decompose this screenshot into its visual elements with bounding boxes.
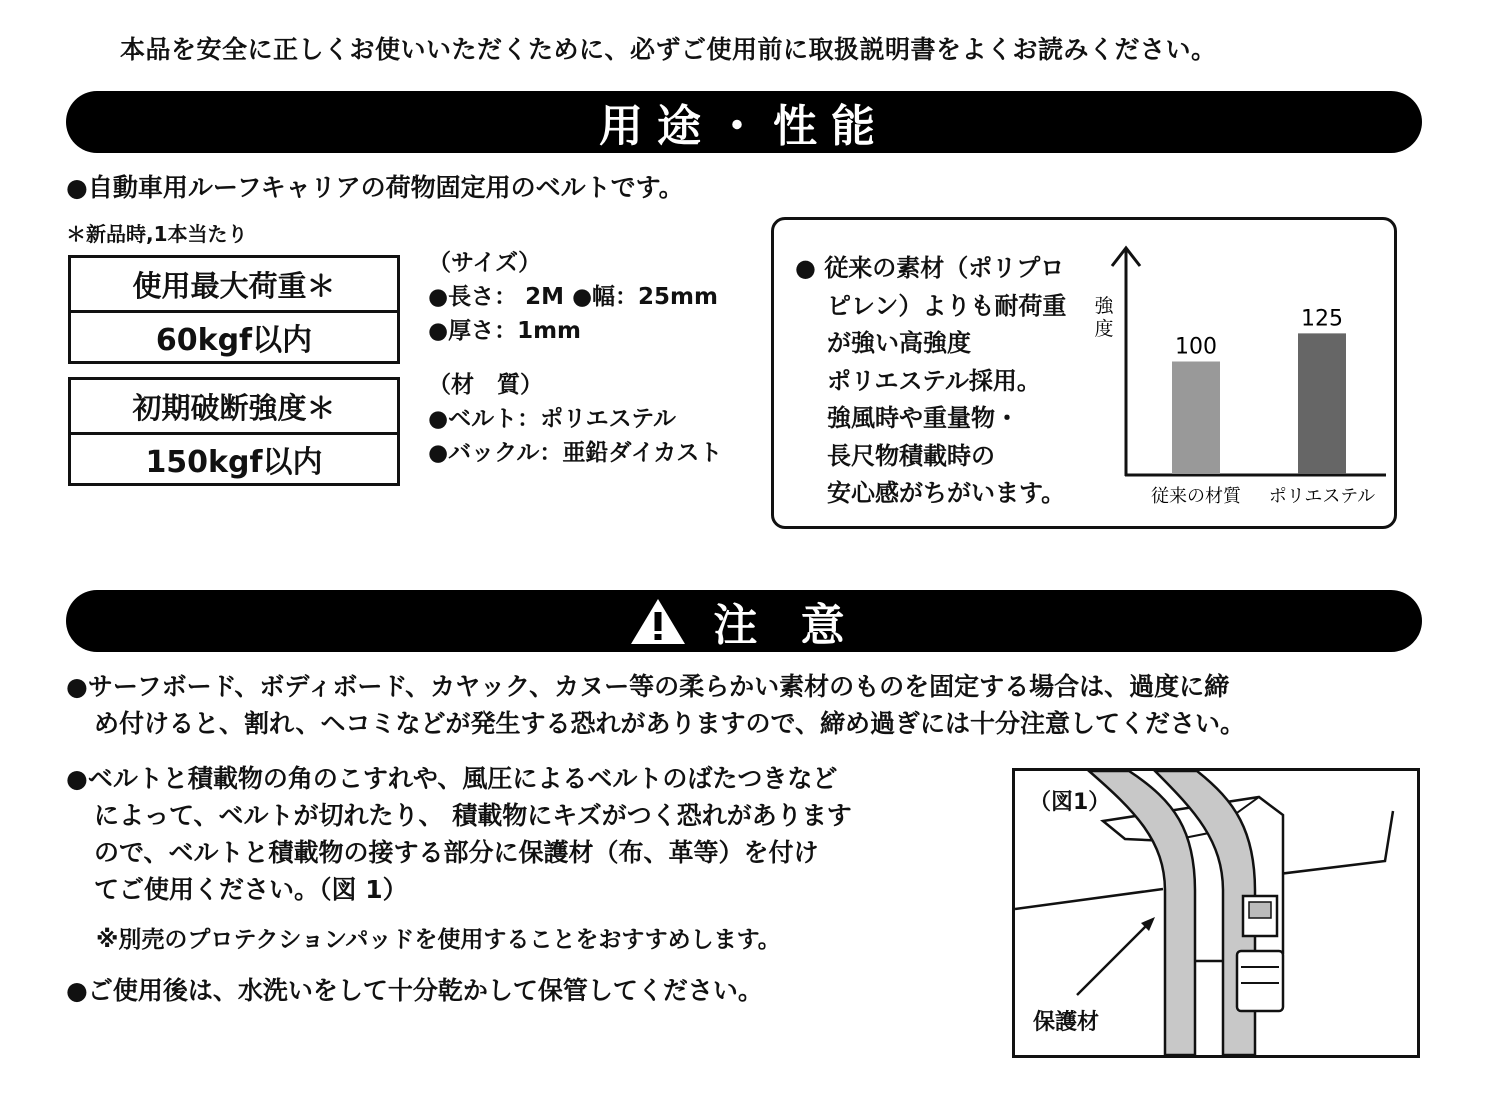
- section-banner-usage: [66, 91, 1422, 153]
- data-label-2: 125: [1301, 306, 1343, 332]
- size-line-1: ●長さ： 2M ●幅：25mm: [428, 284, 718, 310]
- max-load-value: 60kgf以内: [155, 323, 313, 358]
- caution-2-line: ので、ベルトと積載物の接する部分に保護材（布、革等）を付け: [94, 838, 819, 867]
- feature-line: 長尺物積載時の: [827, 441, 995, 470]
- size-heading: （サイズ）: [428, 250, 542, 276]
- bar-1: [1172, 362, 1220, 475]
- caution-2-line: てご使用ください。（図 1）: [94, 875, 408, 904]
- feature-line: ピレン）よりも耐荷重: [827, 291, 1067, 320]
- caution-2: [66, 760, 852, 908]
- y-axis-label: 強: [1094, 295, 1114, 317]
- break-strength-value: 150kgf以内: [145, 445, 323, 480]
- feature-line: が強い高強度: [827, 329, 971, 357]
- feature-line: 安心感がちがいます。: [827, 479, 1066, 507]
- material-heading: （材 質）: [428, 372, 543, 398]
- break-strength-header: 初期破断強度＊: [71, 380, 397, 435]
- feature-line: 強風時や重量物・: [827, 404, 1019, 432]
- purpose-text: ●自動車用ルーフキャリアの荷物固定用のベルトです。: [66, 173, 684, 202]
- data-label-1: 100: [1175, 334, 1217, 360]
- figure-label: （図1）: [1029, 790, 1111, 815]
- bar-2: [1298, 333, 1346, 474]
- warning-triangle-icon: [629, 596, 687, 646]
- max-load-header: 使用最大荷重＊: [71, 258, 397, 313]
- y-axis-label: 度: [1094, 318, 1114, 340]
- max-load-box: [68, 255, 400, 364]
- material-specs: [428, 368, 722, 470]
- intro-text: 本品を安全に正しくお使いいただくために、必ずご使用前に取扱説明書をよくお読みください。: [120, 35, 1217, 64]
- feature-line: ● 従来の素材（ポリプロ: [795, 254, 1065, 282]
- caution-1-line: め付けると、割れ、ヘコミなどが発生する恐れがありますので、締め過ぎには十分注意してください。: [94, 709, 1246, 738]
- caution-2-line: によって、ベルトが切れたり、 積載物にキズがつく恐れがあります: [94, 801, 852, 830]
- caution-2-line: ●ベルトと積載物の角のこすれや、風圧によるベルトのばたつきなど: [66, 764, 838, 793]
- caution-2-note: ※別売のプロテクションパッドを使用することをおすすめします。: [96, 927, 781, 953]
- section-banner-caution: [66, 590, 1422, 652]
- category-label-1: 従来の材質: [1151, 486, 1241, 507]
- size-specs: [428, 246, 718, 348]
- break-strength-box: [68, 377, 400, 486]
- strength-chart: [1090, 240, 1390, 520]
- category-label-2: ポリエステル: [1268, 486, 1376, 507]
- caution-1: [66, 668, 1245, 742]
- feature-text: [795, 250, 1066, 513]
- figure-1: [1012, 768, 1420, 1058]
- size-line-2: ●厚さ：1mm: [428, 318, 582, 344]
- spec-note: ＊新品時,1本当たり: [66, 222, 248, 246]
- section-title-usage: 用途・性能: [599, 101, 889, 152]
- caution-1-line: ●サーフボード、ボディボード、カヤック、カヌー等の柔らかい素材のものを固定する場合は、過度に締: [66, 672, 1230, 701]
- figure-callout-label: 保護材: [1033, 1010, 1100, 1035]
- section-title-caution: 注 意: [713, 600, 859, 651]
- material-line-1: ●ベルト：ポリエステル: [428, 406, 676, 432]
- caution-3: ●ご使用後は、水洗いをして十分乾かして保管してください。: [66, 976, 763, 1005]
- material-line-2: ●バックル：亜鉛ダイカスト: [428, 440, 723, 466]
- feature-line: ポリエステル採用。: [827, 366, 1041, 395]
